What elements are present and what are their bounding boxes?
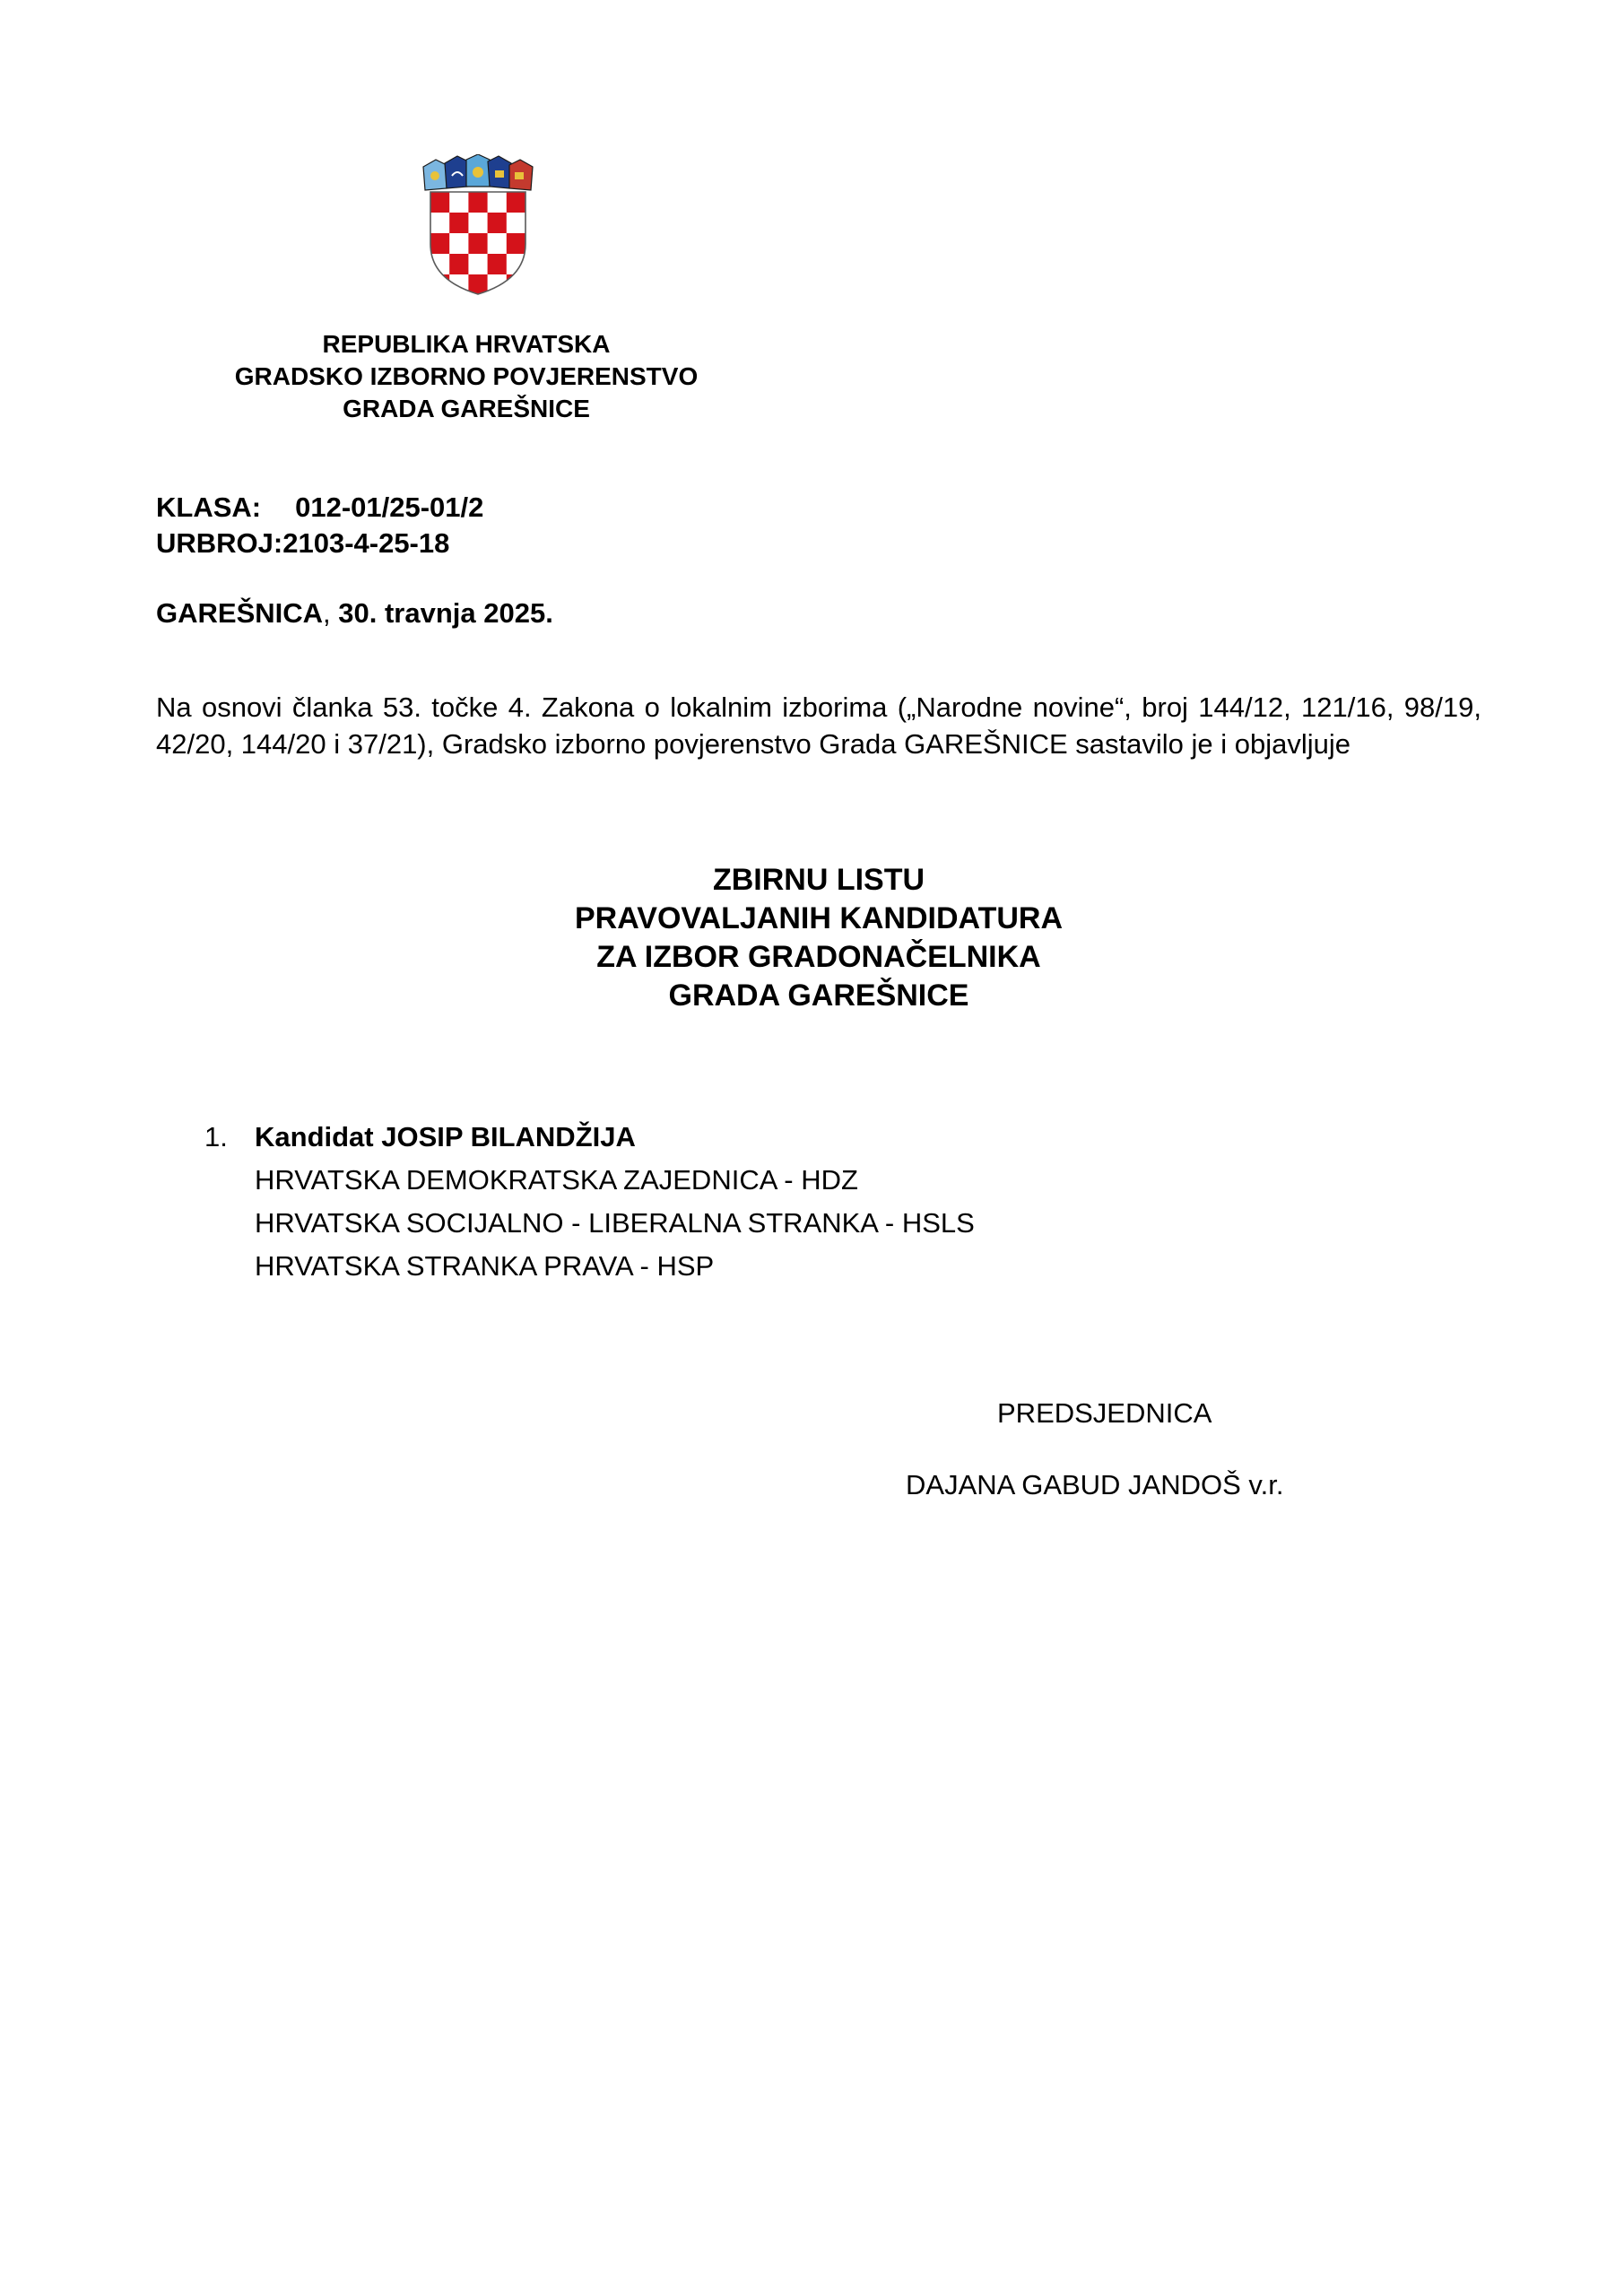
party-item: HRVATSKA SOCIJALNO - LIBERALNA STRANKA - HSLS bbox=[255, 1207, 975, 1239]
urbroj-line: URBROJ:2103-4-25-18 bbox=[156, 527, 450, 559]
title-line-4: GRADA GAREŠNICE bbox=[668, 978, 969, 1013]
header-republic: REPUBLIKA HRVATSKA bbox=[322, 330, 611, 358]
klasa-label: KLASA: bbox=[156, 491, 262, 523]
candidate-name: Kandidat JOSIP BILANDŽIJA bbox=[255, 1121, 636, 1152]
candidate-number: 1. bbox=[204, 1121, 228, 1152]
date-line bbox=[156, 596, 553, 631]
signature-role: PREDSJEDNICA bbox=[997, 1397, 1212, 1429]
date-separator: , bbox=[323, 597, 331, 629]
title-line-1: ZBIRNU LISTU bbox=[712, 863, 925, 897]
title-line-2: PRAVOVALJANIH KANDIDATURA bbox=[575, 901, 1063, 935]
signature-name: DAJANA GABUD JANDOŠ v.r. bbox=[906, 1469, 1284, 1500]
croatian-coat-of-arms-icon bbox=[420, 154, 536, 296]
header-city: GRADA GAREŠNICE bbox=[343, 395, 590, 422]
klasa-value: 012-01/25-01/2 bbox=[295, 491, 484, 523]
date-value: 30. travnja 2025. bbox=[330, 597, 553, 629]
party-item: HRVATSKA DEMOKRATSKA ZAJEDNICA - HDZ bbox=[255, 1164, 858, 1196]
checkerboard-shield bbox=[430, 192, 525, 296]
intro-paragraph: Na osnovi članka 53. točke 4. Zakona o lokalnim izborima („Narodne novine“, broj 144/12, 121/16, 98/19, 42/20, 144/20 i 37/21), Gradsko izborno povjerenstvo Grada GAREŠNICE sastavilo je i objavljuje bbox=[156, 691, 1481, 760]
crown bbox=[423, 154, 533, 190]
header-commission: GRADSKO IZBORNO POVJERENSTVO bbox=[234, 362, 699, 390]
party-item: HRVATSKA STRANKA PRAVA - HSP bbox=[255, 1250, 715, 1282]
date-place: GAREŠNICA bbox=[156, 597, 324, 629]
klasa-line bbox=[156, 490, 483, 526]
title-line-3: ZA IZBOR GRADONAČELNIKA bbox=[596, 940, 1041, 974]
